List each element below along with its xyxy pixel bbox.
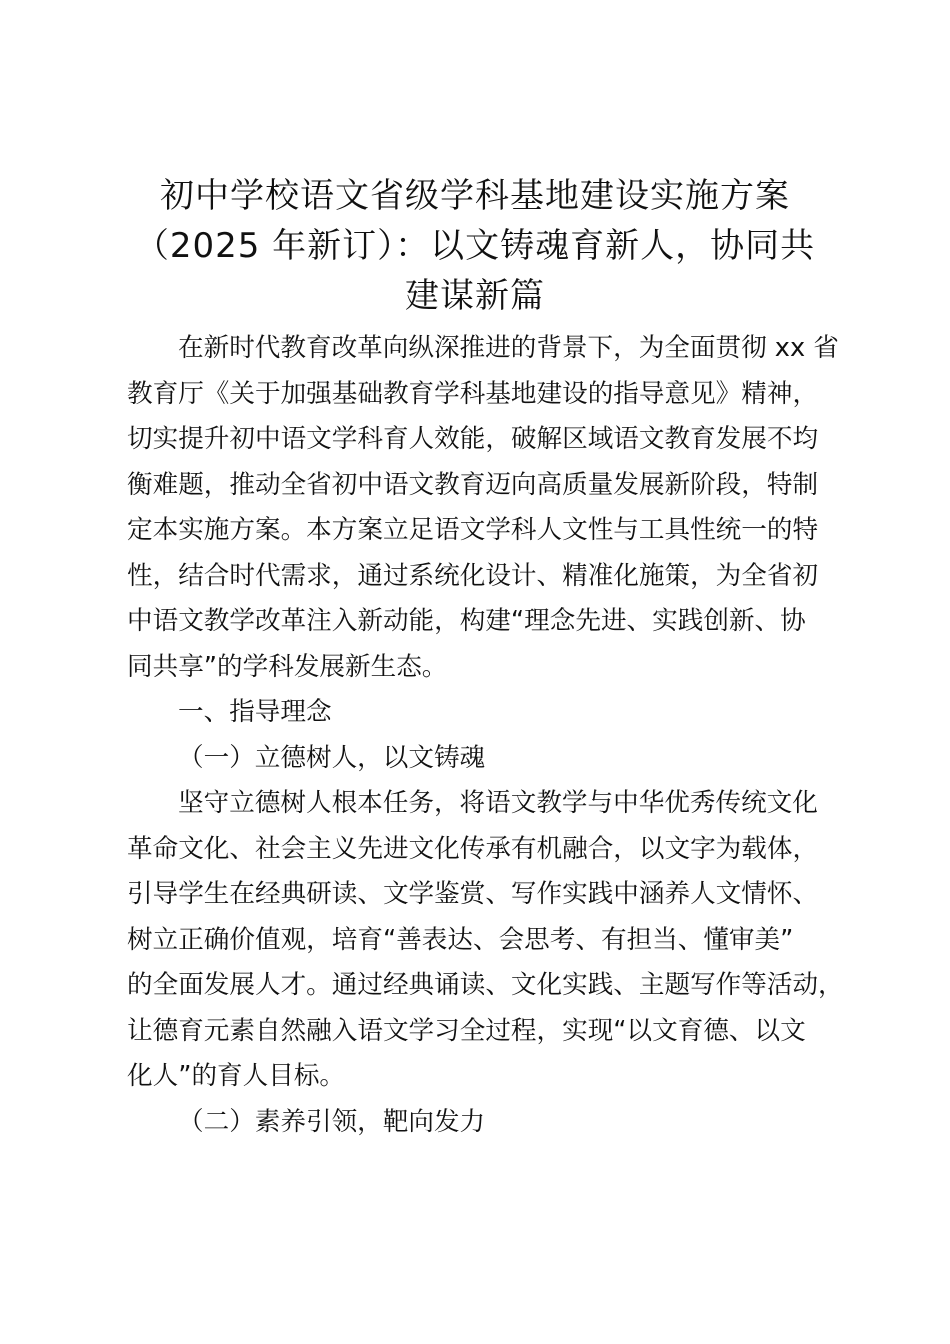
intro-line: 在新时代教育改革向纵深推进的背景下，为全面贯彻 xx 省: [178, 333, 839, 363]
intro-paragraph: [127, 326, 837, 690]
paragraph-line: 的全面发展人才。通过经典诵读、文化实践、主题写作等活动，: [127, 970, 844, 1000]
title-line-2: （2025 年新订）：以文铸魂育新人，协同共: [134, 226, 816, 266]
intro-line: 同共享”的学科发展新生态。: [127, 651, 448, 682]
paragraph-line: 引导学生在经典研读、文学鉴赏、写作实践中涵养人文情怀、: [127, 879, 819, 909]
paragraph-line: 化人”的育人目标。: [127, 1061, 346, 1091]
subsection-heading: （一）立德树人，以文铸魂: [178, 742, 486, 773]
intro-line: 性，结合时代需求，通过系统化设计、精准化施策，为全省初: [127, 560, 819, 591]
section-heading: 一、指导理念: [178, 697, 332, 727]
title-line-3: 建谋新篇: [405, 276, 545, 316]
subsection-heading: （二）素养引领，靶向发力: [178, 1106, 486, 1137]
paragraph-line: 让德育元素自然融入语文学习全过程，实现“以文育德、以文: [127, 1015, 806, 1046]
intro-line: 衡难题，推动全省初中语文教育迈向高质量发展新阶段，特制: [127, 469, 819, 500]
intro-line: 教育厅《关于加强基础教育学科基地建设的指导意见》精神，: [127, 378, 819, 409]
intro-line: 定本实施方案。本方案立足语文学科人文性与工具性统一的特: [127, 515, 819, 545]
intro-line: 中语文教学改革注入新动能，构建“理念先进、实践创新、协: [127, 606, 806, 636]
title-line-1: 初中学校语文省级学科基地建设实施方案: [160, 176, 790, 216]
paragraph-line: 树立正确价值观，培育“善表达、会思考、有担当、懂审美”: [127, 924, 794, 955]
document-title: [120, 171, 830, 321]
document-body: [127, 326, 844, 1145]
subsection-paragraph: [127, 781, 844, 1100]
paragraph-line: 坚守立德树人根本任务，将语文教学与中华优秀传统文化: [178, 788, 818, 818]
paragraph-line: 革命文化、社会主义先进文化传承有机融合，以文字为载体，: [127, 833, 819, 864]
intro-line: 切实提升初中语文学科育人效能，破解区域语文教育发展不均: [127, 424, 819, 454]
